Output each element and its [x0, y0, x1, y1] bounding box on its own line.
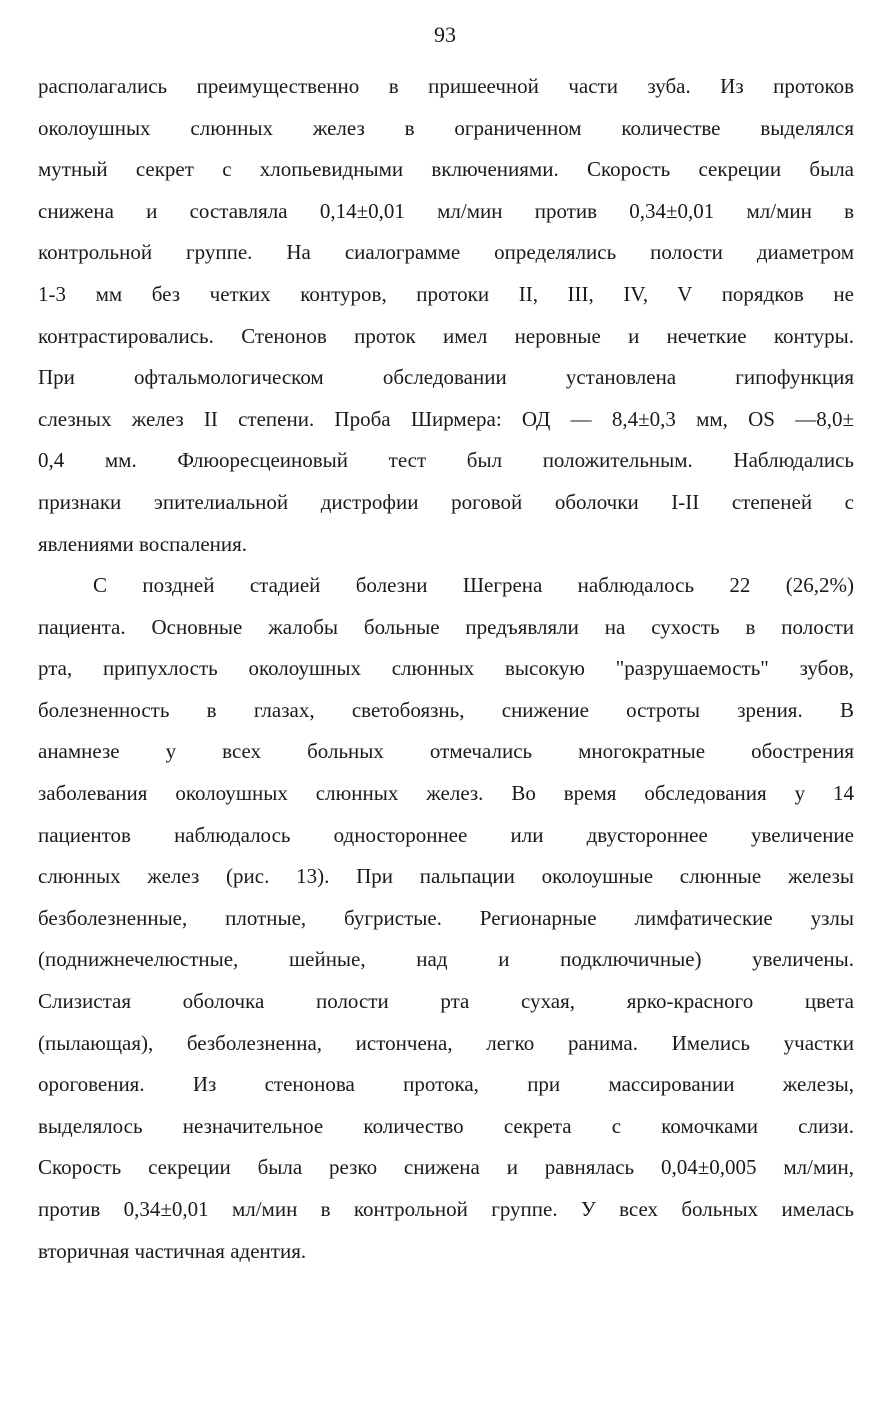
text-line: пациентов наблюдалось одностороннее или двустороннее увеличение [38, 822, 854, 847]
paragraph-1 [38, 66, 854, 565]
page-number: 93 [434, 22, 456, 47]
text-line: околоушных слюнных желез в ограниченном количестве выделялся [38, 115, 854, 140]
text-line: безболезненные, плотные, бугристые. Регионарные лимфатические узлы [38, 905, 854, 930]
text-line: контрастировались. Стенонов проток имел неровные и нечеткие контуры. [38, 323, 854, 348]
text-line: слезных желез II степени. Проба Ширмера: ОД — 8,4±0,3 мм, OS —8,0± [38, 406, 854, 431]
text-line: (поднижнечелюстные, шейные, над и подключичные) увеличены. [38, 947, 854, 972]
text-line: контрольной группе. На сиалограмме определялись полости диаметром [38, 240, 854, 265]
text-line: выделялось незначительное количество секрета с комочками слизи. [38, 1113, 854, 1138]
text-line: мутный секрет с хлопьевидными включениями. Скорость секреции была [38, 157, 854, 182]
text-line: ороговения. Из стенонова протока, при массировании железы, [38, 1072, 854, 1097]
text-line: 1-3 мм без четких контуров, протоки II, III, IV, V порядков не [38, 281, 854, 306]
text-line: явлениями воспаления. [38, 531, 248, 556]
text-line: заболевания околоушных слюнных желез. Во время обследования у 14 [38, 780, 854, 805]
text-line: 0,4 мм. Флюоресцеиновый тест был положительным. Наблюдались [38, 448, 854, 473]
text-line: анамнезе у всех больных отмечались многократные обострения [38, 739, 854, 764]
text-line: против 0,34±0,01 мл/мин в контрольной группе. У всех больных имелась [38, 1196, 854, 1221]
text-line: При офтальмологическом обследовании установлена гипофункция [38, 365, 854, 390]
text-line: рта, припухлость околоушных слюнных высокую "разрушаемость" зубов, [38, 656, 854, 681]
text-line: (пылающая), безболезненна, истончена, легко ранима. Имелись участки [38, 1030, 854, 1055]
text-line: С поздней стадией болезни Шегрена наблюдалось 22 (26,2%) [93, 573, 854, 597]
text-line: пациента. Основные жалобы больные предъявляли на сухость в полости [38, 614, 854, 639]
text-line: располагались преимущественно в пришеечной части зуба. Из протоков [38, 74, 854, 98]
text-line: признаки эпителиальной дистрофии роговой оболочки I-II степеней с [38, 489, 854, 514]
text-line: Слизистая оболочка полости рта сухая, ярко-красного цвета [38, 988, 854, 1013]
paragraph-2 [38, 565, 854, 1272]
text-line: Скорость секреции была резко снижена и равнялась 0,04±0,005 мл/мин, [38, 1155, 854, 1180]
text-line: снижена и составляла 0,14±0,01 мл/мин против 0,34±0,01 мл/мин в [38, 198, 854, 223]
text-line: вторичная частичная адентия. [38, 1238, 307, 1263]
text-line: слюнных желез (рис. 13). При пальпации околоушные слюнные железы [38, 864, 854, 889]
text-line: болезненность в глазах, светобоязнь, снижение остроты зрения. В [38, 697, 854, 722]
